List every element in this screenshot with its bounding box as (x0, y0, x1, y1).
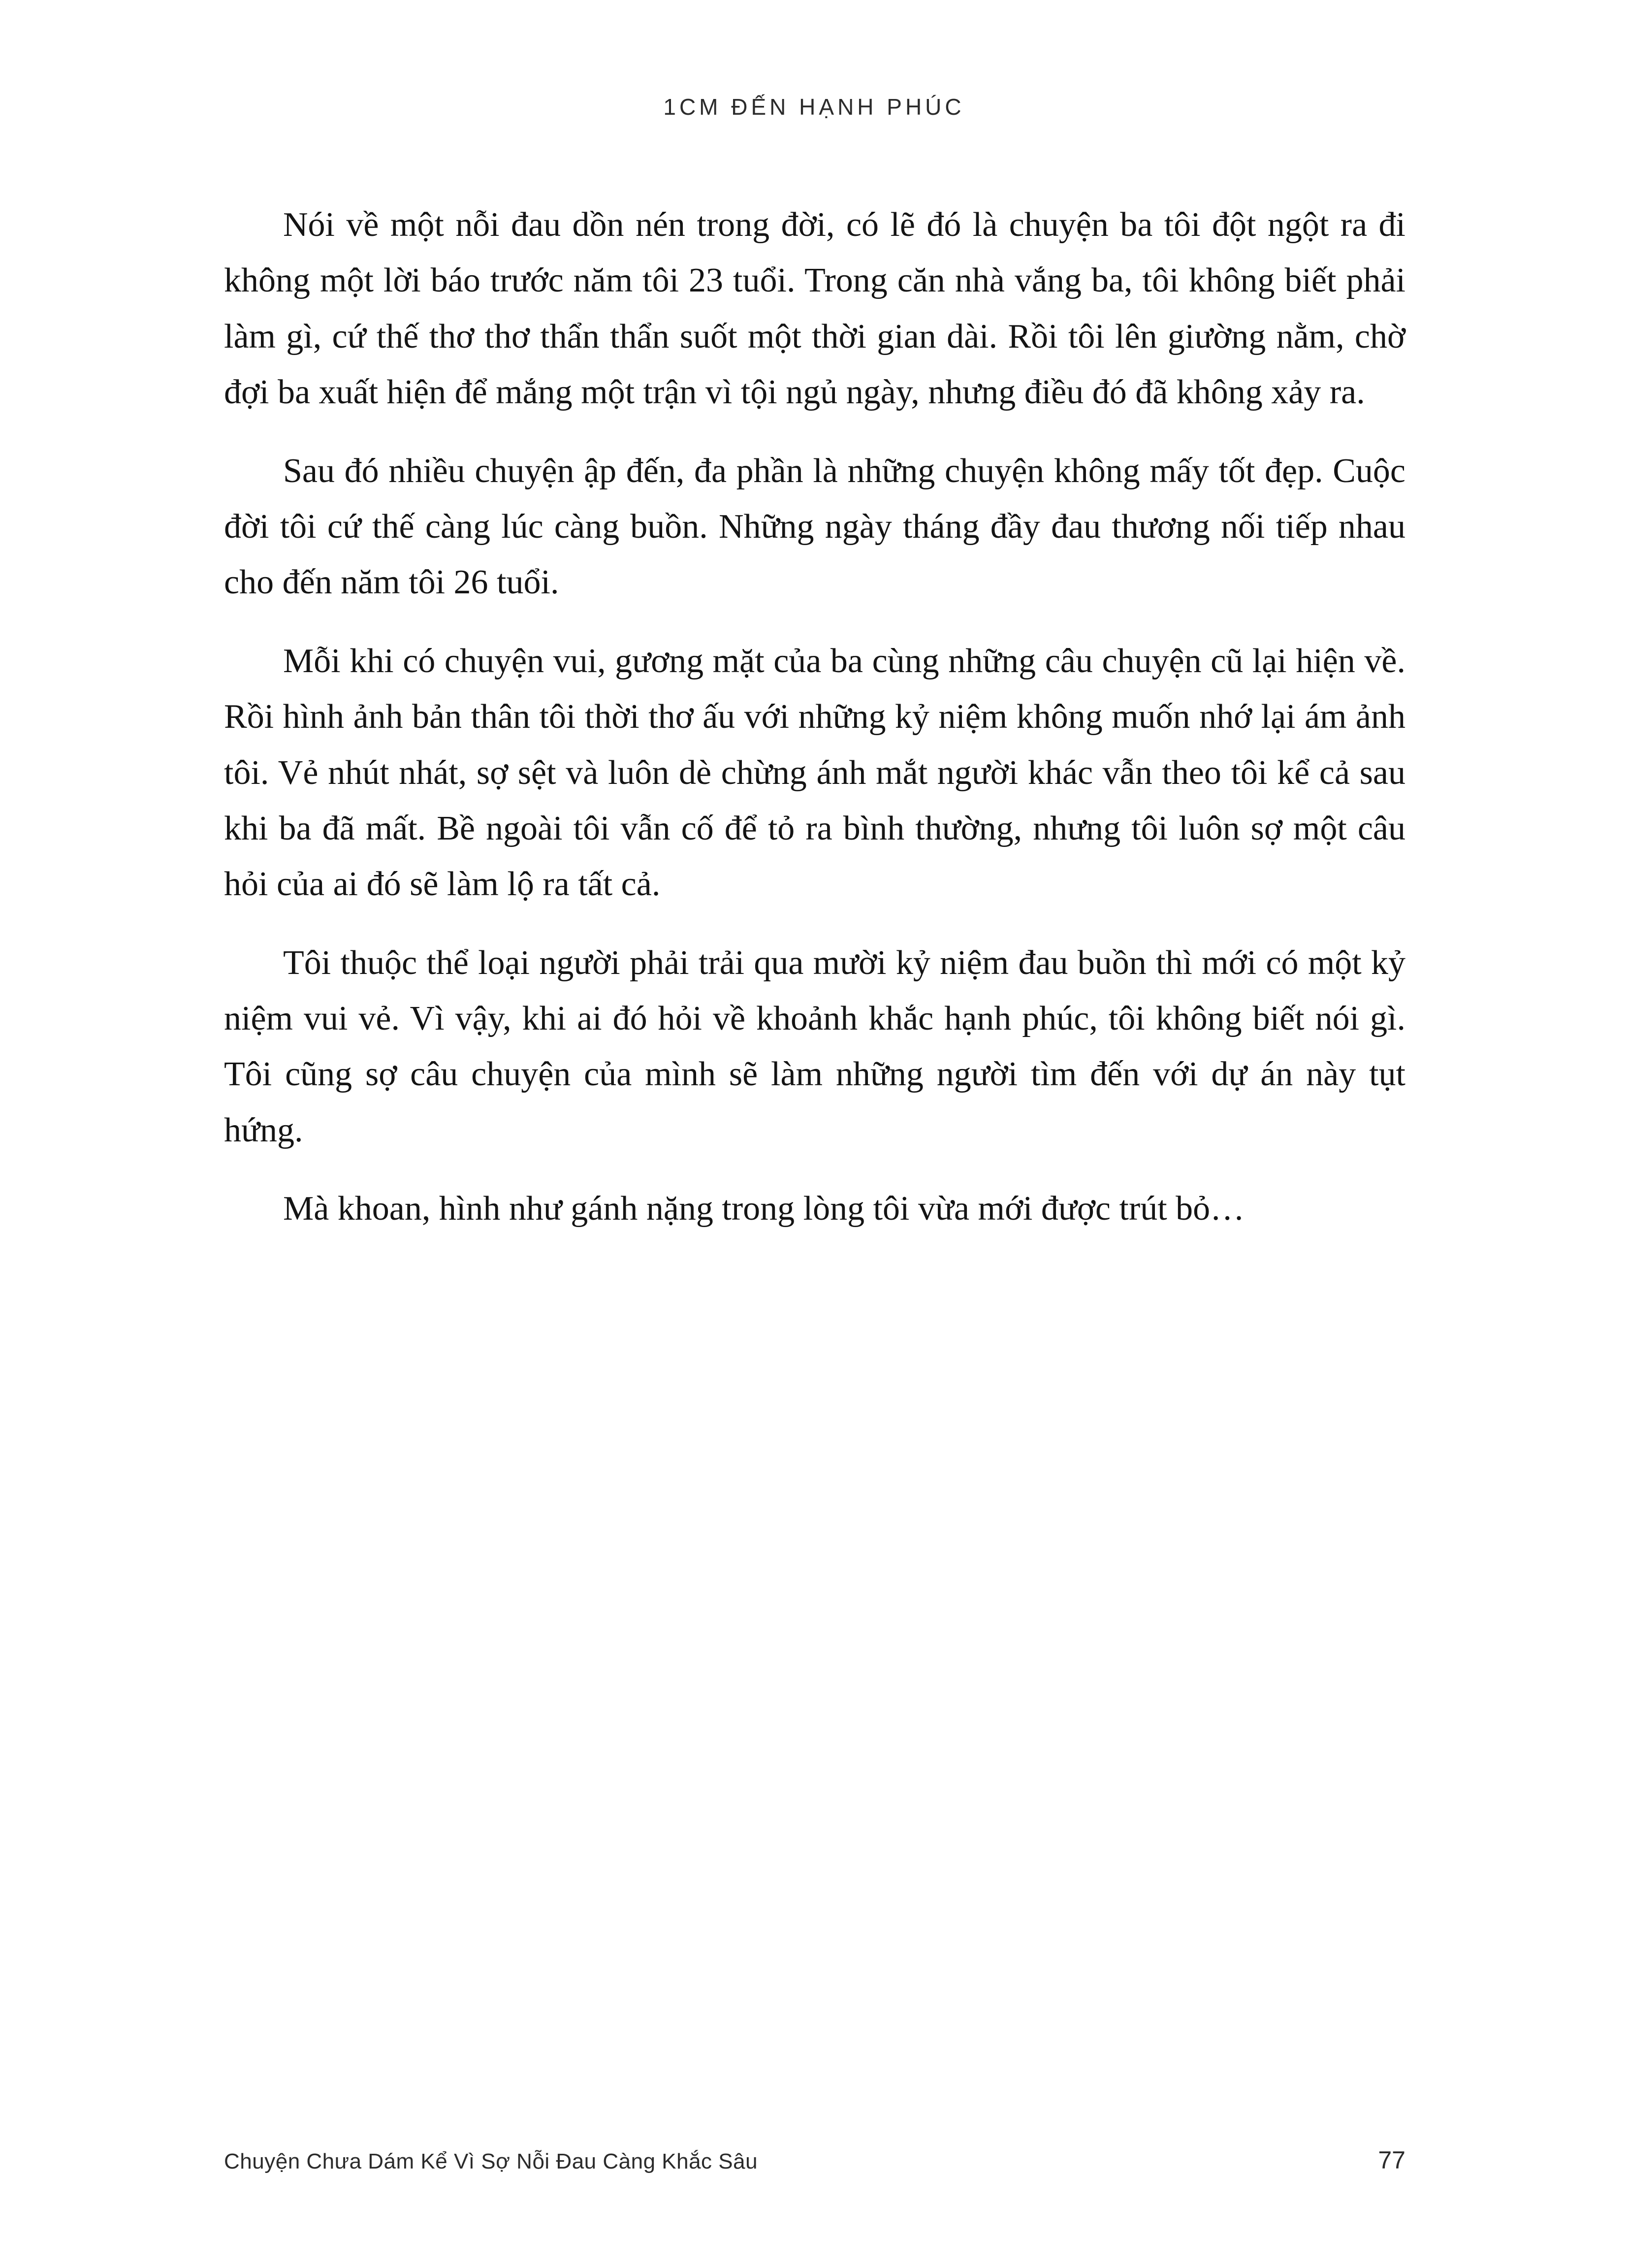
page-footer (224, 2146, 1405, 2174)
paragraph: Tôi thuộc thể loại người phải trải qua mười kỷ niệm đau buồn thì mới có một kỷ niệm vui vẻ. Vì vậy, khi ai đó hỏi về khoảnh khắc hạnh phúc, tôi không biết nói gì. Tôi cũng sợ câu chuyện của mình sẽ làm những người tìm đến với dự án này tụt hứng. (224, 943, 1405, 1149)
paragraph: Mà khoan, hình như gánh nặng trong lòng tôi vừa mới được trút bỏ… (283, 1190, 1245, 1228)
paragraph: Mỗi khi có chuyện vui, gương mặt của ba cùng những câu chuyện cũ lại hiện về. Rồi hình ảnh bản thân tôi thời thơ ấu với những kỷ niệm không muốn nhớ lại ám ảnh tôi. Vẻ nhút nhát, sợ sệt và luôn dè chừng ánh mắt người khác vẫn theo tôi kể cả sau khi ba đã mất. Bề ngoài tôi vẫn cố để tỏ ra bình thường, nhưng tôi luôn sợ một câu hỏi của ai đó sẽ làm lộ ra tất cả. (224, 642, 1405, 904)
running-head: 1CM ĐẾN HẠNH PHÚC (663, 94, 965, 120)
body-text (224, 197, 1405, 1237)
footer-chapter-title: Chuyện Chưa Dám Kể Vì Sợ Nỗi Đau Càng Khắc Sâu (224, 2149, 758, 2173)
paragraph: Nói về một nỗi đau dồn nén trong đời, có lẽ đó là chuyện ba tôi đột ngột ra đi không một lời báo trước năm tôi 23 tuổi. Trong căn nhà vắng ba, tôi không biết phải làm gì, cứ thế thơ thơ thẩn thẩn suốt một thời gian dài. Rồi tôi lên giường nằm, chờ đợi ba xuất hiện để mắng một trận vì tội ngủ ngày, nhưng điều đó đã không xảy ra. (224, 206, 1405, 412)
paragraph: Sau đó nhiều chuyện ập đến, đa phần là những chuyện không mấy tốt đẹp. Cuộc đời tôi cứ thế càng lúc càng buồn. Những ngày tháng đầy đau thương nối tiếp nhau cho đến năm tôi 26 tuổi. (224, 452, 1405, 602)
page-number: 77 (1378, 2146, 1405, 2174)
